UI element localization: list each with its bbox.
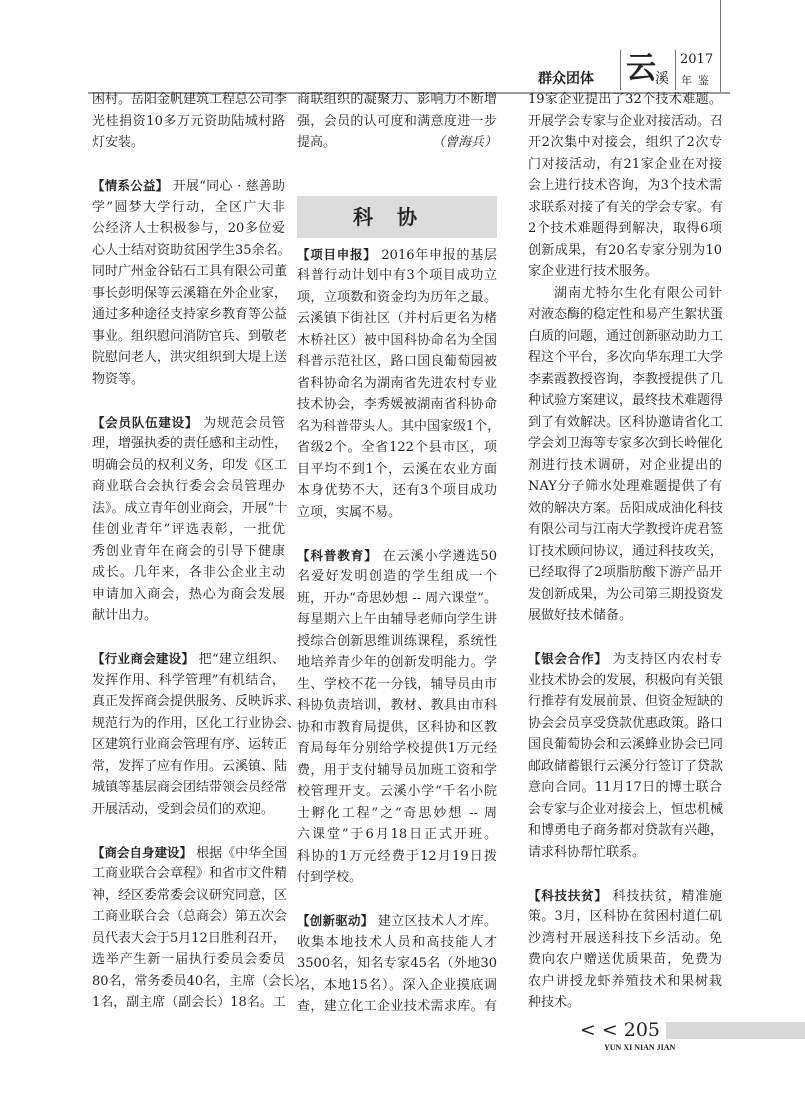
article-section xyxy=(92,842,308,1014)
text-line: 门对接活动，有21家企业在对接 xyxy=(528,156,722,172)
article-section xyxy=(92,648,301,820)
text-line: 神，经区委常委会议研究同意，区 xyxy=(92,887,288,903)
text-run: 开展“同心 · 慈善助 xyxy=(168,179,285,194)
text-line: 区建筑行业商会管理有序、运转正 xyxy=(92,737,288,752)
text-line: 员代表大会于5月12日胜利召开， xyxy=(92,930,286,946)
text-line: 通过多种途径支持家乡教育等公益 xyxy=(92,307,288,322)
section-heading: 【科普教育】 xyxy=(297,547,378,563)
text-line: 生、学校不花一分钱，辅导员由市 xyxy=(297,676,497,692)
text-line: 80名，常务委员40名，主席（会长） xyxy=(92,973,308,989)
paragraph-gap xyxy=(297,889,497,911)
text-line: 收集本地技术人员和高技能人才 xyxy=(297,934,497,950)
text-line: 云溪镇下街社区（并村后更名为楮 xyxy=(297,311,497,326)
text-line xyxy=(92,842,288,864)
text-line: 城镇等基层商会团结带领会员经常 xyxy=(92,780,288,795)
yearbook-year: 2017 xyxy=(680,52,714,67)
paragraph-gap xyxy=(92,390,285,412)
paragraph xyxy=(297,89,497,154)
text-line: 献计出力。 xyxy=(92,608,158,623)
text-line: 项，立项数和资金均为历年之最。 xyxy=(297,289,497,305)
text-line: 对液态酶的稳定性和易产生絮状蛋 xyxy=(528,307,724,322)
text-line: 求联系对接了有关的学会专家。有 xyxy=(528,199,724,215)
text-line xyxy=(297,545,497,567)
section-heading: 【情系公益】 xyxy=(92,178,169,193)
text-line: 开展学会专家与企业对接活动。召 xyxy=(528,113,724,129)
text-line: 规范行为的作用，区化工行业协会、 xyxy=(92,715,301,731)
text-run: 在云溪小学遴选50 xyxy=(377,548,497,564)
text-line: 2个技术难题得到解决，取得6项 xyxy=(528,221,722,236)
text-line: 发挥作用、科学管理”有机结合， xyxy=(92,672,285,688)
section-heading: 【行业商会建设】 xyxy=(92,651,195,666)
text-line: 国良葡萄协会和云溪蜂业协会已同 xyxy=(528,737,724,752)
text-line: 班，开办“奇思妙想 -- 周六课堂”。 xyxy=(297,590,497,606)
text-line: 明确会员的权利义务，印发《区工 xyxy=(92,457,288,473)
text-line: 六课堂”于6月18日正式开班。 xyxy=(297,827,497,842)
article-section xyxy=(528,885,722,1014)
text-line: 真正发挥商会提供服务、反映诉求、 xyxy=(92,694,301,709)
article-section xyxy=(297,910,497,1018)
text-line: 商联组织的凝聚力、影响力不断增 xyxy=(297,92,497,107)
text-line: 申请加入商会，热心为商会发展 xyxy=(92,586,285,602)
section-heading: 【商会自身建设】 xyxy=(92,844,193,860)
text-line: 农户讲授龙虾养殖技术和果树栽 xyxy=(528,973,722,989)
text-line: 商业联合会执行委会会员管理办 xyxy=(92,479,285,494)
text-line: 法》。成立青年创业商会，开展“十 xyxy=(92,500,288,516)
article-section xyxy=(297,244,501,524)
text-line: 地培养青少年的创新发明能力。学 xyxy=(297,655,497,670)
text-line: 省科协命名为湖南省先进农村专业 xyxy=(297,375,497,391)
text-line: 创新成果，有20名专家分别为10 xyxy=(528,242,722,258)
section-heading: 【创新驱动】 xyxy=(297,913,374,928)
article-section xyxy=(92,175,291,390)
text-line: 木桥社区）被中国科协命名为全国 xyxy=(297,332,497,348)
text-run: 科技扶贫，精准施 xyxy=(607,888,722,904)
text-line: 秀创业青年在商会的引导下健康 xyxy=(92,543,285,559)
text-line: 开展活动，受到会员们的欢迎。 xyxy=(92,801,275,817)
text-line: 意向合同。11月17日的博士联合 xyxy=(528,780,722,795)
column-middle xyxy=(297,89,501,1018)
text-line: 省级2个。全省122个县市区，项 xyxy=(297,440,497,455)
logo-yun: 云 xyxy=(626,51,656,86)
text-line: 请求科协帮忙联系。 xyxy=(528,844,646,860)
text-run: 为支持区内农村专 xyxy=(607,652,722,667)
text-line: 费向农户赠送优质果苗，免费为 xyxy=(528,952,722,967)
text-run: 把“建立组织、 xyxy=(194,652,285,667)
text-line: 种技术。 xyxy=(528,995,581,1010)
paragraph-gap xyxy=(92,820,285,842)
text-line xyxy=(92,412,285,434)
paragraph-gap xyxy=(528,627,722,649)
section-heading: 【科技扶贫】 xyxy=(528,887,608,903)
paragraph-gap xyxy=(92,154,285,176)
text-line: 心人士结对资助贫困学生35余名。 xyxy=(92,242,291,258)
text-line xyxy=(92,648,285,670)
text-line: 学”圆梦大学行动，全区广大非 xyxy=(92,199,285,215)
text-line: 立项，实属不易。 xyxy=(297,504,402,520)
text-run: 建立区技术人才库。 xyxy=(373,914,497,929)
text-line: 科普行动计划中有3个项目成功立 xyxy=(297,268,497,283)
footer-caption: YUN XI NIAN JIAN xyxy=(604,1043,676,1052)
text-line xyxy=(528,648,722,670)
paragraph xyxy=(92,89,288,154)
text-run: 根据《中华全国 xyxy=(192,845,288,861)
text-line: 选举产生新一届执行委员会委员 xyxy=(92,952,285,967)
text-line: 订技术顾问协议，通过科技攻关， xyxy=(528,543,724,559)
text-line: 理，增强执委的责任感和主动性， xyxy=(92,436,288,451)
text-line: 邮政储蓄银行云溪分行签订了贷款 xyxy=(528,758,724,774)
text-line: 会上进行技术咨询，为3个技术需 xyxy=(528,178,722,193)
column-right xyxy=(528,89,722,1014)
text-line: 行推荐有发展前景、但资金短缺的 xyxy=(528,694,724,709)
paragraph xyxy=(528,283,722,627)
text-line: 家企业进行技术服务。 xyxy=(528,264,659,279)
text-line: 开2次集中对接会，组织了2次专 xyxy=(528,135,722,150)
text-line: 授综合创新思维训练课程，系统性 xyxy=(297,633,497,649)
article-section xyxy=(297,545,497,889)
text-line: 查，建立化工企业技术需求库。有 xyxy=(297,999,497,1014)
text-line: 发创新成果，为公司第三期投资发 xyxy=(528,586,724,602)
section-heading: 【银会合作】 xyxy=(528,651,608,666)
text-line: 本身优势不大，还有3个项目成功 xyxy=(297,483,497,498)
text-line: 育局每年分别给学校提供1万元经 xyxy=(297,741,497,756)
paragraph-gap xyxy=(297,523,497,545)
text-line: 李素霞教授咨询，李教授提供了几 xyxy=(528,371,724,387)
text-line xyxy=(528,885,722,907)
text-line xyxy=(92,175,285,197)
text-line: 和博勇电子商务都对贷款有兴趣， xyxy=(528,823,724,838)
text-line: 工商业联合会章程》和省市文件精 xyxy=(92,866,288,881)
text-line: 目平均不到1个，云溪在农业方面 xyxy=(297,461,497,477)
text-line: 会专家与企业对接会上，恒忠机械 xyxy=(528,801,724,817)
text-line: 科协的1万元经费于12月19日拨 xyxy=(297,848,497,864)
text-run: 提高。 xyxy=(297,135,337,150)
section-name: 群众团体 xyxy=(538,71,594,87)
text-line: 事业。组织慰问消防官兵、到敬老 xyxy=(92,328,288,344)
text-line: 学会刘卫海等专家多次到长岭催化 xyxy=(528,436,724,451)
text-line: 剂进行技术调研，对企业提出的 xyxy=(528,457,722,473)
text-line: 已经取得了2项脂肪酸下游产品开 xyxy=(528,565,722,580)
text-line: 效的解决方案。岳阳成成油化科技 xyxy=(528,500,724,516)
logo-xi: 溪 xyxy=(655,71,669,87)
text-line: 策。3月，区科协在贫困村道仁矶 xyxy=(528,909,722,924)
text-line: 常，发挥了应有作用。云溪镇、陆 xyxy=(92,758,288,774)
text-line: 光桂捐资10多万元资助陆城村路 xyxy=(92,113,285,129)
footer-bar xyxy=(666,1022,805,1039)
text-line: 展做好技术储备。 xyxy=(528,608,633,623)
text-line: 名为科普带头人。其中国家级1个， xyxy=(297,418,501,434)
text-line: 灯安装。 xyxy=(92,135,145,150)
text-line: 1名，副主席（副会长）18名。工 xyxy=(92,995,286,1010)
yearbook-label: 年鉴 xyxy=(681,74,715,87)
text-line: 有限公司与江南大学教授许虎君签 xyxy=(528,522,724,537)
text-line: 3500名，知名专家45名（外地30 xyxy=(297,956,497,971)
text-line: 协会会员享受贷款优惠政策。路口 xyxy=(528,715,724,731)
text-line: 士孵化工程”之“奇思妙想 -- 周 xyxy=(297,805,497,821)
text-line: 19家企业提出了32个技术难题。 xyxy=(528,92,722,107)
paragraph xyxy=(528,89,722,283)
text-line: 科普示范社区，路口国良葡萄园被 xyxy=(297,354,497,369)
text-line: 技术协会，李秀媛被湖南省科协命 xyxy=(297,397,497,412)
section-heading: 【项目申报】 xyxy=(297,246,377,262)
text-line: 困村。岳阳金帆建筑工程总公司李 xyxy=(92,92,288,107)
text-line: 强，会员的认可度和满意度进一步 xyxy=(297,113,497,129)
paragraph-gap xyxy=(92,627,285,649)
text-line: 协和市教育局提供，区科协和区教 xyxy=(297,719,497,735)
header-divider xyxy=(620,50,621,90)
text-line xyxy=(297,244,497,266)
header-divider xyxy=(720,0,721,92)
text-line: 公经济人士积极参与，20多位爱 xyxy=(92,221,285,236)
header-divider xyxy=(675,50,676,90)
text-line: 付到学校。 xyxy=(297,870,363,885)
article-section xyxy=(528,648,722,863)
text-line: 物资等。 xyxy=(92,371,145,387)
text-line: 白质的问题，通过创新驱动助力工 xyxy=(528,328,724,344)
section-title: 科协 xyxy=(297,196,497,238)
text-line: 事长彭明保等云溪籍在外企业家， xyxy=(92,285,288,301)
column-left xyxy=(92,89,308,1014)
paragraph-gap xyxy=(528,863,722,885)
text-line: NAY分子筛水处理难题提供了有 xyxy=(528,479,722,494)
text-line: 名，本地15名）。深入企业摸底调 xyxy=(297,977,497,993)
author-credit: （曾海兵） xyxy=(431,135,497,150)
text-line: 同时广州金谷钻石工具有限公司董 xyxy=(92,264,288,279)
text-line: 成长。几年来，各非公企业主动 xyxy=(92,565,285,580)
text-line: 种试验方案建议，最终技术难题得 xyxy=(528,393,724,408)
page-number: < < 205 xyxy=(579,1019,660,1041)
text-line xyxy=(297,910,497,932)
text-line: 佳创业青年”评选表彰，一批优 xyxy=(92,522,285,537)
text-line: 院慰问老人，洪灾组织到大堤上送 xyxy=(92,350,288,365)
text-line: 程这个平台，多次向华东理工大学 xyxy=(528,350,724,365)
text-line: 每星期六上午由辅导老师向学生讲 xyxy=(297,612,497,627)
article-section xyxy=(92,412,288,627)
text-line: 湖南尤特尔生化有限公司针 xyxy=(554,285,722,301)
text-run: 为规范会员管 xyxy=(198,415,285,431)
text-line: 校管理开支。云溪小学“千名小院 xyxy=(297,784,497,799)
section-heading: 【会员队伍建设】 xyxy=(92,414,199,430)
text-line: 沙湾村开展送科技下乡活动。免 xyxy=(528,930,722,946)
text-line: 名爱好发明创造的学生组成一个 xyxy=(297,569,497,584)
text-line: 科协负责培训，教材、教具由市科 xyxy=(297,698,497,713)
text-line: 工商业联合会（总商会）第五次会 xyxy=(92,909,288,924)
text-line: 费，用于支付辅导员加班工资和学 xyxy=(297,762,497,778)
text-run: 2016年申报的基层 xyxy=(376,247,497,263)
text-line xyxy=(297,132,497,154)
text-line: 业技术协会的发展，积极向有关银 xyxy=(528,672,724,688)
text-line: 到了有效解决。区科协邀请省化工 xyxy=(528,414,724,430)
